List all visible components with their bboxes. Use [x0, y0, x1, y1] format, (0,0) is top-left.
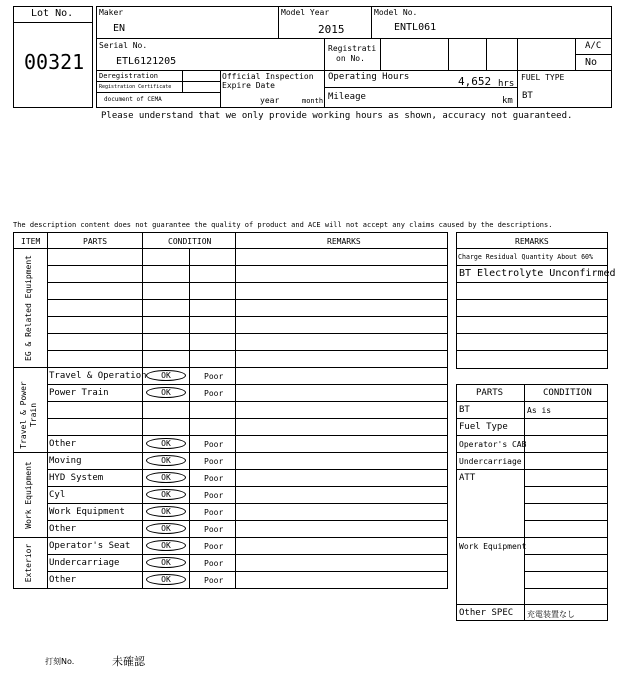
group-label-exterior: Exterior: [24, 543, 33, 583]
poor-label: Poor: [204, 372, 224, 381]
parts-col-header: PARTS: [476, 388, 504, 398]
ok-mark: OK: [146, 472, 186, 483]
poor-label: Poor: [204, 508, 224, 517]
year-label: year: [260, 96, 280, 105]
mileage-label: Mileage: [328, 92, 366, 102]
registration-certificate-label: Registration Certificate: [99, 84, 172, 90]
parts-row-bt-condition: As is: [527, 406, 552, 415]
serial-value: ETL6121205: [116, 56, 177, 67]
remarks-line-1: Charge Residual Quantity About 60%: [458, 253, 593, 261]
ok-mark: OK: [146, 540, 186, 551]
part-travel-operation: Travel & Operation: [49, 371, 147, 381]
lot-no-label: Lot No.: [31, 8, 74, 19]
parts-row-fuel-type: Fuel Type: [459, 422, 508, 432]
part-work-equipment: Work Equipment: [49, 507, 125, 517]
cema-label: document of CEMA: [104, 96, 162, 103]
model-year-value: 2015: [318, 23, 345, 36]
ok-mark: OK: [146, 557, 186, 568]
ok-mark: OK: [146, 370, 186, 381]
registration-label-1: Registrati: [328, 44, 377, 53]
fuel-type-value: BT: [522, 91, 533, 101]
operating-hours-value: 4,652: [458, 75, 492, 88]
serial-label: Serial No.: [99, 41, 148, 50]
remarks-title: REMARKS: [515, 237, 549, 246]
parts-row-other-spec: Other SPEC: [459, 608, 514, 618]
poor-label: Poor: [204, 559, 224, 568]
group-label-work-equipment: Work Equipment: [24, 461, 33, 529]
hours-notice: Please understand that we only provide working hours as shown, accuracy not guaranteed.: [101, 111, 573, 121]
poor-label: Poor: [204, 542, 224, 551]
poor-label: Poor: [204, 491, 224, 500]
part-other-exterior: Other: [49, 575, 77, 585]
poor-label: Poor: [204, 525, 224, 534]
poor-label: Poor: [204, 457, 224, 466]
group-label-travel-power: Travel & Power Train: [19, 381, 38, 449]
group-label-eg: EG & Related Equipment: [24, 255, 33, 361]
model-no-value: ENTL061: [394, 22, 437, 33]
ac-label: A/C: [585, 41, 602, 51]
fuel-type-label: FUEL TYPE: [521, 73, 565, 82]
part-hyd-system: HYD System: [49, 473, 104, 483]
model-year-label: Model Year: [281, 8, 330, 17]
parts-row-undercarriage: Undercarriage: [459, 457, 522, 466]
part-moving: Moving: [49, 456, 82, 466]
col-remarks-header: REMARKS: [327, 237, 361, 246]
col-item-header: ITEM: [21, 237, 41, 246]
ok-mark: OK: [146, 489, 186, 500]
part-cyl: Cyl: [49, 490, 66, 500]
month-label: month: [302, 97, 324, 105]
part-operators-seat: Operator's Seat: [49, 541, 131, 551]
condition-col-header: CONDITION: [543, 388, 592, 398]
ok-mark: OK: [146, 506, 186, 517]
parts-row-bt: BT: [459, 405, 470, 415]
lot-no-value: 00321: [24, 50, 85, 74]
col-condition-header: CONDITION: [168, 237, 212, 246]
model-no-label: Model No.: [374, 8, 418, 17]
poor-label: Poor: [204, 389, 224, 398]
ac-value: No: [585, 57, 598, 68]
stamp-no-label: 打刻No.: [45, 657, 75, 666]
remarks-line-2: BT Electrolyte Unconfirmed: [459, 268, 616, 279]
parts-row-other-spec-condition: 充電装置なし: [527, 610, 575, 619]
part-power-train: Power Train: [49, 388, 109, 398]
col-parts-header: PARTS: [83, 237, 108, 246]
poor-label: Poor: [204, 474, 224, 483]
stamp-no-value: 未確認: [112, 655, 145, 668]
maker-value: EN: [113, 23, 126, 34]
disclaimer-text: The description content does not guarantee the quality of product and ACE will not accept any claims caused by the descriptions.: [13, 221, 553, 229]
maker-label: Maker: [99, 8, 124, 17]
parts-row-att: ATT: [459, 473, 476, 483]
registration-label-2: on No.: [336, 54, 365, 63]
inspection-label-2: Expire Date: [222, 81, 275, 90]
part-other-work: Other: [49, 524, 77, 534]
ok-mark: OK: [146, 523, 186, 534]
part-other-travel: Other: [49, 439, 77, 449]
ok-mark: OK: [146, 387, 186, 398]
ok-mark: OK: [146, 438, 186, 449]
poor-label: Poor: [204, 440, 224, 449]
part-undercarriage: Undercarriage: [49, 558, 120, 568]
parts-row-work-equipment: Work Equipment: [459, 542, 527, 551]
ok-mark: OK: [146, 455, 186, 466]
deregistration-label: Deregistration: [99, 72, 159, 80]
km-unit: km: [502, 96, 513, 106]
poor-label: Poor: [204, 576, 224, 585]
ok-mark: OK: [146, 574, 186, 585]
inspection-label-1: Official Inspection: [222, 72, 314, 81]
hrs-unit: hrs: [498, 79, 515, 89]
parts-row-operators-cab: Operator's CAB: [459, 440, 527, 449]
operating-hours-label: Operating Hours: [328, 72, 410, 82]
